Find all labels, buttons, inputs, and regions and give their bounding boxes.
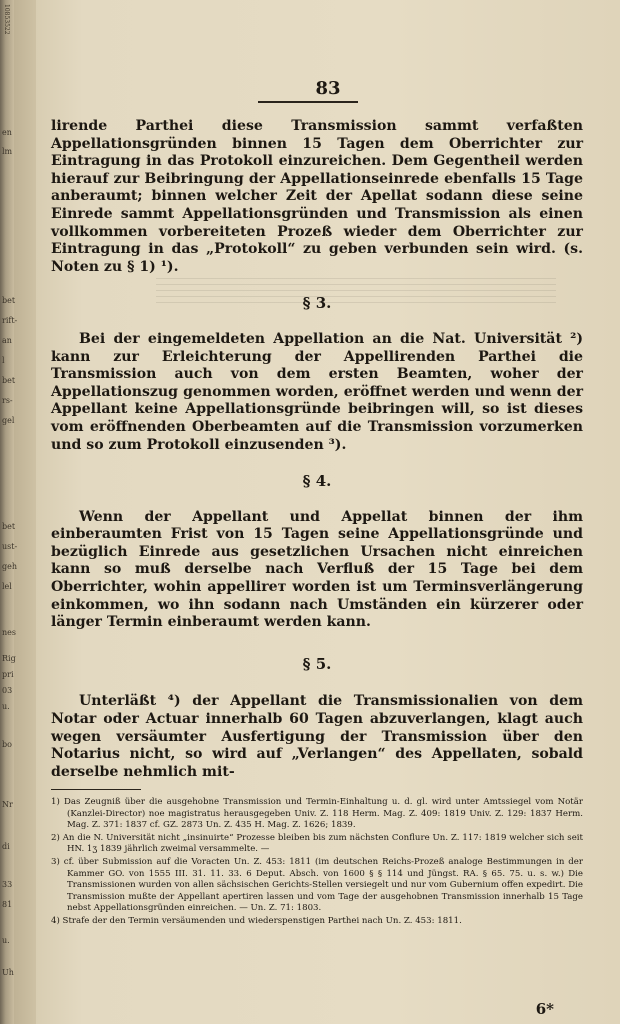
footnotes (51, 797, 583, 929)
margin-note: u. (2, 702, 10, 711)
margin-note: nes (2, 628, 16, 637)
section-3-heading: § 3. (302, 294, 332, 313)
margin-note: gel (2, 416, 15, 425)
footnote-3: 3) cf. über Submission auf die Voracten Un. Z. 453: 1811 (im deutschen Reichs-Prozeß analoge Bestimmungen in der Kammer GO. von 1555 III. 31. 11. 33. 6 Deput. Absch. von 1600 § § 114 und Jüngst. RA. § 65. 75. u. s. w.) Die Transmissionen wurden von allen sächsischen Gerichts-Stellen versiegelt und nur vom Gubernium offen expedirt. Die Transmission mußte der Appellant apertiren lassen und vom Tage der ausgehobnen Transmission innerhalb 15 Tage nebst Appellationsgründen einreichen. — Un. Z. 71: 1803. (51, 856, 583, 914)
margin-note: geh (2, 562, 18, 571)
margin-note: u. (2, 936, 10, 945)
margin-note: 03 (2, 686, 13, 695)
margin-note: en (2, 128, 12, 137)
main-text (51, 118, 583, 781)
margin-note: di (2, 842, 10, 851)
page-number: 83 (315, 78, 341, 99)
margin-note: Nr (2, 800, 13, 809)
margin-note: bet (2, 376, 16, 385)
margin-note: Uh (2, 968, 14, 977)
footnote-2: 2) An die N. Universität nicht „insinuirte“ Prozesse bleiben bis zum nächsten Conflure Un. Z. 117: 1819 welcher sich seit HN. 1ʒ 1839 jährlich zweimal versammelte. — (51, 832, 583, 855)
margin-note: l (2, 356, 5, 365)
section-4-text: Wenn der Appellant und Appellat binnen der ihm einberaumten Frist von 15 Tagen seine Appellationsgründe und bezüglich Einrede aus gesetzlichen Ursachen nicht einreichen kann so muß derselbe nach Verfluß der 15 Tage bei dem Oberrichter, wohin appellirет worden ist um Terminsverlängerung einkommen, wo ihn sodann nach Umständen ein kürzerer oder länger Termin einberaumt werden kann. (51, 508, 583, 631)
footnote-1: 1) Das Zeugniß über die ausgehobne Transmission und Termin-Einhaltung u. d. gl. wird unter Amtssiegel vom Notär (Kanzlei-Director) noe magistratus herausgegeben Univ. Z. 118 Herm. Mag. Z. 409: 1819 Univ. Z. 129: 1837 Herm. Mag. Z. 371: 1837 cf. GZ. 2873 Un. Z. 435 H. Mag. Z. 1626; 1839. (51, 797, 583, 831)
margin-note: ust- (2, 542, 18, 551)
section-3-text: Bei der eingemeldeten Appellation an die Nat. Universität ²) kann zur Erleichterung der Appellirenden Parthei die Transmission auch von dem ersten Beamten, woher der Appellationszug genommen worden, eröffnet werden und wenn der Appellant keine Appellationsgründe beibringen will, so ist dieses vom eröffnenden Oberbeamten auf die Transmission vorzumerken und so zum Protokoll einzusenden ³). (51, 330, 583, 453)
margin-note: lel (2, 582, 12, 591)
section-4-heading: § 4. (302, 472, 332, 491)
margin-note: rift- (2, 316, 18, 325)
archive-stamp: 10853522 (3, 4, 10, 35)
margin-note: 81 (2, 900, 13, 909)
margin-note: bet (2, 522, 16, 531)
paragraph-continuation: lirende Parthei diese Transmission sammt verfaßten Appellationsgründen binnen 15 Tagen dem Oberrichter zur Eintragung in das Protokoll einzureichen. Dem Gegentheil werden hierauf zur Beibringung der Appellationseinrede ebenfalls 15 Tage anberaumt; binnen welcher Zeit der Apellat sodann diese seine Einrede sammt Appellationsgründen und Transmission als einen vollkommen vorbereiteten Prozeß wieder dem Oberrichter zur Eintragung in das „Protokoll“ zu geben verbunden sein wird. (s. Noten zu § 1) ¹). (51, 118, 583, 275)
margin-note: lm (2, 147, 13, 156)
section-5-heading: § 5. (302, 654, 332, 673)
page-number-rule (258, 101, 358, 103)
margin-note: pri (2, 670, 14, 679)
margin-note: an (2, 336, 12, 345)
signature-mark: 6* (535, 1000, 554, 1018)
margin-note: bo (2, 740, 12, 749)
margin-note: 33 (2, 880, 13, 889)
footnote-4: 4) Strafe der den Termin versäumenden und wiederspenstigen Parthei nach Un. Z. 453: 1811. (51, 915, 462, 926)
footnote-rule (51, 789, 141, 790)
section-5-text: Unterläßt ⁴) der Appellant die Transmissionalien von dem Notar oder Actuar innerhalb 60 Tagen abzuverlangen, klagt auch wegen versäumter Ausfertigung der Transmission über den Notarius nicht, so wird auf „Verlangen“ des Appellaten, sobald derselbe nehmlich mit- (51, 693, 583, 780)
book-page (36, 0, 620, 1024)
margin-note: bet (2, 296, 16, 305)
margin-note: rs- (2, 396, 13, 405)
margin-note: Rig (2, 654, 16, 663)
